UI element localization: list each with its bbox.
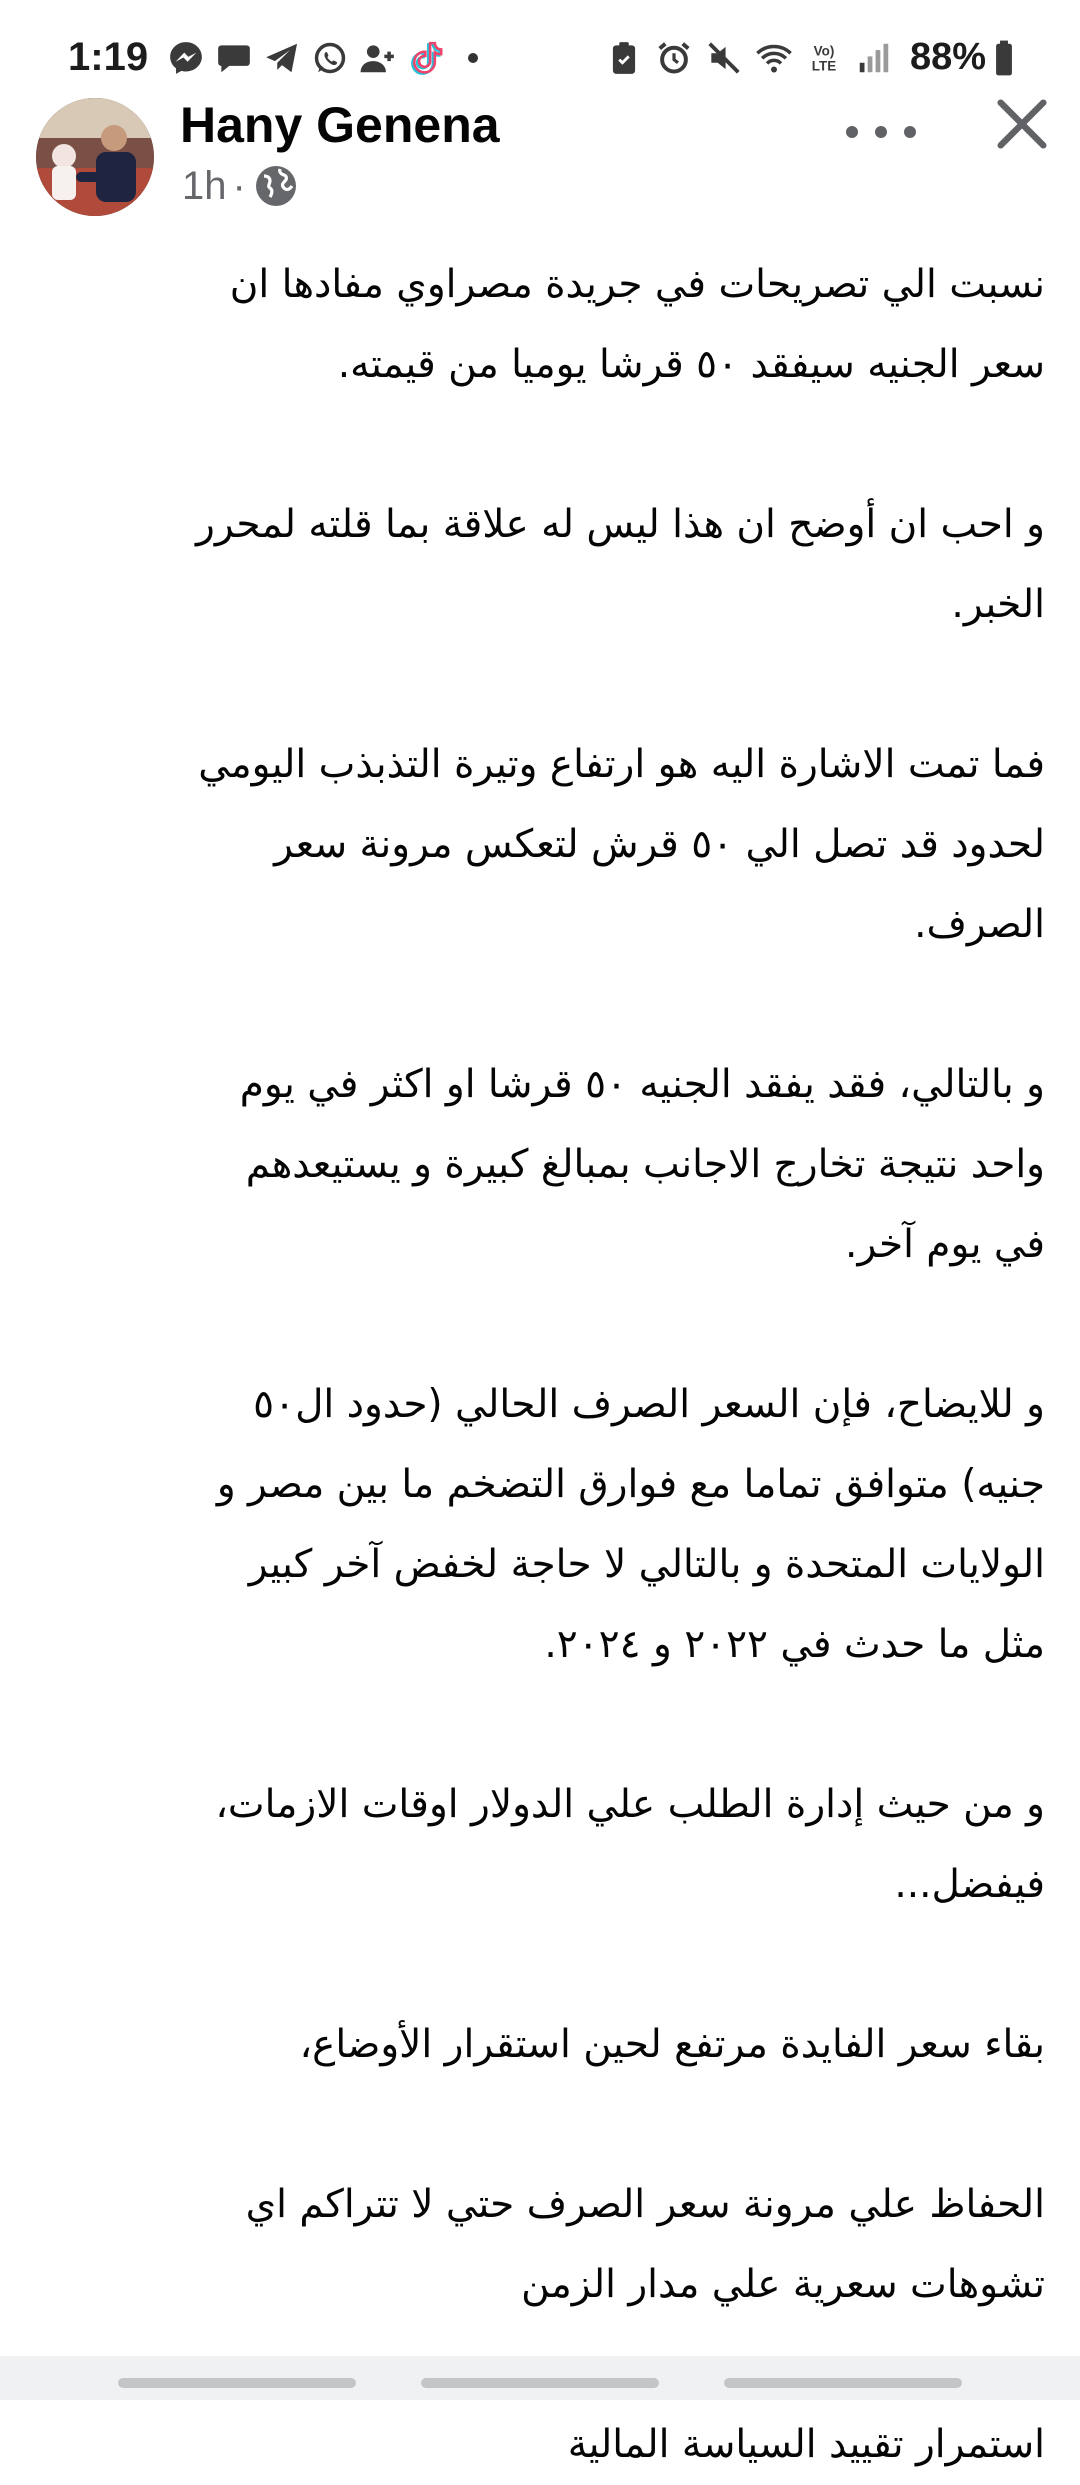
wifi-icon [754, 38, 794, 78]
svg-text:Vo): Vo) [813, 43, 835, 59]
whatsapp-icon [310, 38, 350, 78]
post-text-line: الولايات المتحدة و بالتالي لا حاجة لخفض آخر كبير [248, 1542, 1045, 1587]
post-time[interactable]: 1h [182, 163, 227, 208]
post-paragraph [40, 1365, 1045, 1685]
post-text-line: جنيه) متوافق تماما مع فوارق التضخم ما بين مصر و [216, 1462, 1045, 1507]
post-text-line: و من حيث إدارة الطلب علي الدولار اوقات الازمات، [215, 1782, 1045, 1827]
globe-icon [252, 162, 300, 210]
more-notifications-dot [468, 53, 478, 63]
post-text-line: واحد نتيجة تخارج الاجانب بمبالغ كبيرة و يستيعدهم [245, 1142, 1045, 1187]
more-dot-icon [875, 126, 887, 138]
post-text-line: فما تمت الاشارة اليه هو ارتفاع وتيرة التذبذب اليومي [198, 742, 1045, 787]
scroll-segment [421, 2378, 659, 2388]
post-text-line: بقاء سعر الفايدة مرتفع لحين استقرار الأوضاع، [299, 2022, 1045, 2067]
post-text-line: نسبت الي تصريحات في جريدة مصراوي مفادها ان [229, 262, 1045, 307]
scroll-segment [118, 2378, 356, 2388]
post-paragraph [40, 1765, 1045, 1925]
post-paragraph [40, 485, 1045, 645]
post-text-line: و للايضاح، فإن السعر الصرف الحالي (حدود ال٥٠ [253, 1382, 1045, 1427]
post-text-line: الصرف. [914, 902, 1045, 947]
post-text-line: سعر الجنيه سيفقد ٥٠ قرشا يوميا من قيمته. [337, 342, 1045, 387]
signal-icon [854, 38, 894, 78]
post-paragraph [40, 245, 1045, 405]
more-dot-icon [904, 126, 916, 138]
post-text-line: الخبر. [951, 582, 1045, 627]
post-paragraph [40, 1045, 1045, 1285]
chat-icon [214, 38, 254, 78]
post-paragraph [40, 2405, 1045, 2485]
post-text-line: لحدود قد تصل الي ٥٠ قرش لتعكس مرونة سعر [274, 822, 1045, 867]
post-text-line: فيفضل... [894, 1862, 1045, 1907]
close-icon [990, 92, 1054, 156]
more-dot-icon [846, 126, 858, 138]
author-avatar[interactable] [36, 98, 154, 216]
battery-percent: 88% [909, 36, 986, 78]
post-text-line: في يوم آخر. [845, 1222, 1045, 1267]
battery-icon [992, 38, 1016, 78]
status-right [604, 36, 1016, 79]
add-person-icon [358, 38, 398, 78]
post-body [40, 245, 1045, 2485]
post-text-line: الحفاظ علي مرونة سعر الصرف حتي لا تتراكم اي [245, 2182, 1045, 2227]
post-text-line: و احب ان أوضح ان هذا ليس له علاقة بما قلته لمحرر [196, 502, 1045, 547]
status-left [68, 35, 478, 80]
messenger-icon [166, 38, 206, 78]
scroll-segment [724, 2378, 962, 2388]
svg-text:LTE: LTE [811, 58, 837, 74]
telegram-icon [262, 38, 302, 78]
post-text-line: تشوهات سعرية علي مدار الزمن [521, 2262, 1045, 2307]
volte-icon [804, 38, 844, 78]
mute-icon [704, 38, 744, 78]
post-header [0, 92, 1080, 222]
post-meta [182, 162, 300, 210]
clipboard-icon [604, 38, 644, 78]
bottom-scroll-bar [0, 2356, 1080, 2400]
tiktok-icon [406, 38, 446, 78]
post-paragraph [40, 2005, 1045, 2085]
post-text-line: استمرار تقييد السياسة المالية [567, 2422, 1045, 2467]
close-button[interactable] [990, 92, 1054, 156]
post-paragraph [40, 725, 1045, 965]
status-time: 1:19 [68, 35, 149, 79]
post-paragraph [40, 2165, 1045, 2325]
meta-separator: · [232, 163, 246, 208]
more-options-button[interactable] [846, 102, 916, 162]
alarm-icon [654, 38, 694, 78]
post-text-line: و بالتالي، فقد يفقد الجنيه ٥٠ قرشا او اكثر في يوم [239, 1062, 1045, 1107]
author-name[interactable]: Hany Genena [180, 97, 500, 153]
post-text-line: مثل ما حدث في ٢٠٢٢ و ٢٠٢٤. [544, 1622, 1045, 1667]
